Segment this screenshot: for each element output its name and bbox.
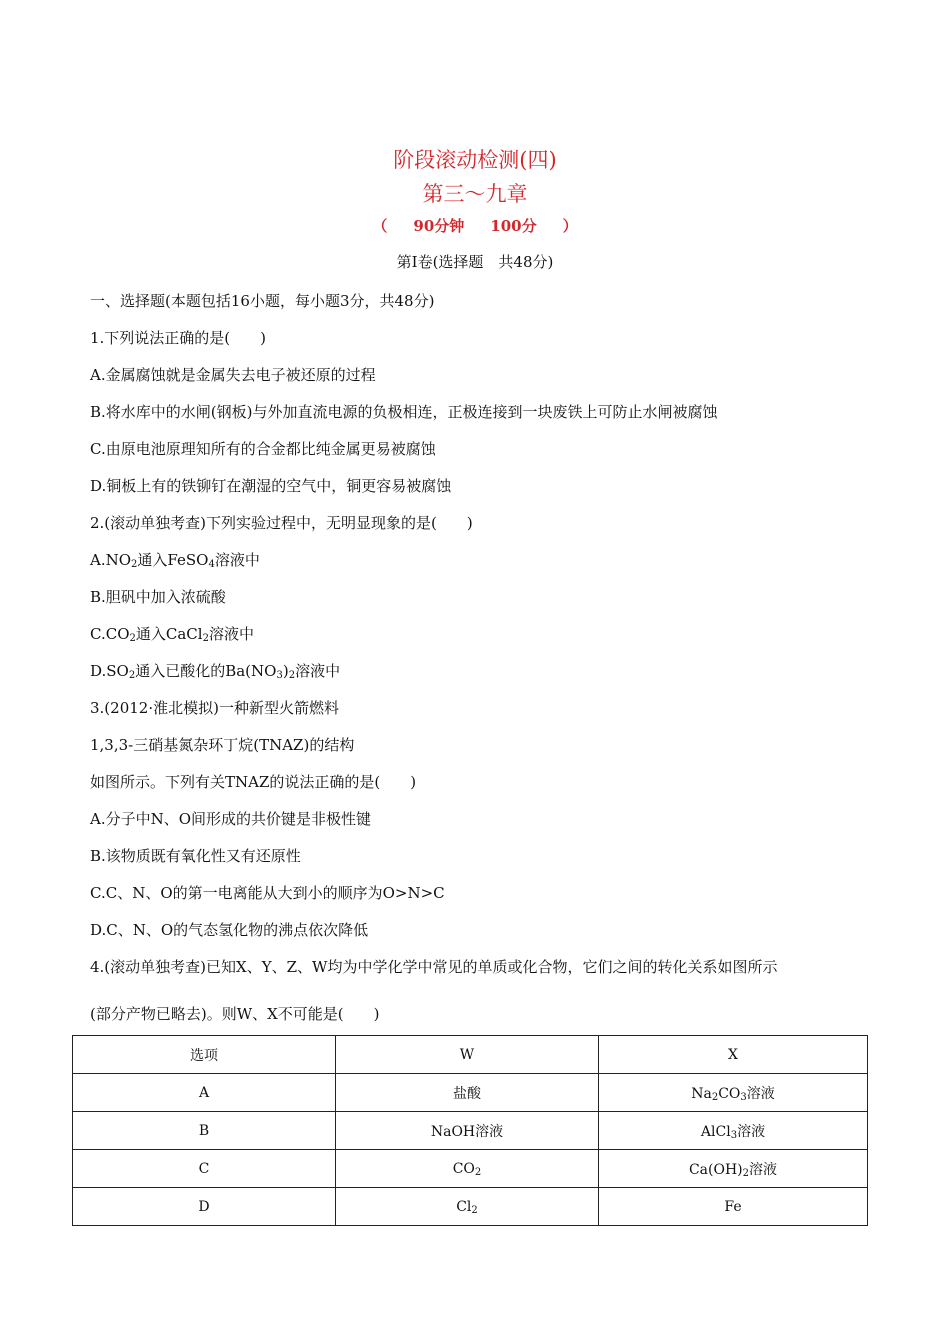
q2a-sub2: 4 bbox=[208, 559, 215, 570]
table-cell-option: C bbox=[73, 1150, 336, 1188]
cell-text: Fe bbox=[724, 1198, 742, 1215]
cell-text: 盐酸 bbox=[453, 1085, 481, 1102]
q2-option-d bbox=[90, 659, 880, 696]
q3-stem-line2: 1,3,3-三硝基氮杂环丁烷(TNAZ)的结构 bbox=[90, 736, 355, 754]
q2d-text: D.SO bbox=[90, 662, 129, 680]
q1-option-c: C.由原电池原理知所有的合金都比纯金属更易被腐蚀 bbox=[90, 440, 436, 458]
table-cell-x bbox=[599, 1112, 868, 1150]
q2c-sub2: 2 bbox=[202, 633, 209, 644]
q2-option-b: B.胆矾中加入浓硫酸 bbox=[90, 588, 226, 606]
q2a-sub1: 2 bbox=[131, 559, 138, 570]
question-list bbox=[90, 289, 880, 1039]
q2a-text2: 通入FeSO bbox=[137, 551, 209, 569]
table-cell-x bbox=[599, 1150, 868, 1188]
cell-text: AlCl bbox=[700, 1123, 731, 1140]
q2d-text4: 溶液中 bbox=[295, 662, 341, 680]
cell-text: Ca(OH) bbox=[688, 1161, 743, 1178]
table-cell-w bbox=[336, 1074, 599, 1112]
q1-option-d: D.铜板上有的铁铆钉在潮湿的空气中，铜更容易被腐蚀 bbox=[90, 477, 452, 495]
cell-text: CO bbox=[452, 1160, 475, 1177]
cell-sub: 2 bbox=[711, 1091, 719, 1103]
table-header-x: X bbox=[599, 1036, 868, 1074]
exam-time-score bbox=[0, 214, 950, 250]
options-table bbox=[72, 1035, 868, 1226]
q2d-text2: 通入已酸化的Ba(NO bbox=[135, 662, 277, 680]
q2a-text3: 溶液中 bbox=[214, 551, 260, 569]
table-header-option: 选项 bbox=[73, 1036, 336, 1074]
table-header-row bbox=[73, 1036, 868, 1074]
q3-option-c: C.C、N、O的第一电离能从大到小的顺序为O>N>C bbox=[90, 884, 445, 902]
table-cell-w bbox=[336, 1188, 599, 1226]
cell-text: Na bbox=[691, 1085, 712, 1102]
q2c-text2: 通入CaCl bbox=[135, 625, 203, 643]
cell-sub: 2 bbox=[742, 1167, 750, 1179]
time-close-paren: ） bbox=[562, 217, 578, 235]
q2-option-a bbox=[90, 548, 880, 585]
table-cell-x bbox=[599, 1188, 868, 1226]
q4-stem-line1: 4.(滚动单独考查)已知X、Y、Z、W均为中学化学中常见的单质或化合物，它们之间的转化关系如图所示 bbox=[90, 958, 778, 976]
section-heading: 一、选择题(本题包括16小题，每小题3分，共48分) bbox=[90, 292, 435, 310]
q2d-sub1: 2 bbox=[128, 670, 136, 681]
table-row bbox=[73, 1188, 868, 1226]
q2d-sub3: 2 bbox=[288, 670, 296, 681]
q2-stem: 2.(滚动单独考查)下列实验过程中，无明显现象的是( ) bbox=[90, 514, 473, 532]
table-header-w: W bbox=[336, 1036, 599, 1074]
cell-text: 溶液 bbox=[746, 1085, 775, 1102]
cell-text: NaOH溶液 bbox=[430, 1123, 504, 1140]
q3-stem-line3: 如图所示。下列有关TNAZ的说法正确的是( ) bbox=[90, 773, 417, 791]
q2d-text3: ) bbox=[282, 662, 289, 680]
q1-option-a: A.金属腐蚀就是金属失去电子被还原的过程 bbox=[90, 366, 376, 384]
time-minutes: 90分钟 bbox=[413, 217, 465, 235]
cell-sub: 3 bbox=[740, 1091, 747, 1103]
cell-text: CO bbox=[718, 1085, 741, 1102]
q1-stem: 1.下列说法正确的是( ) bbox=[90, 329, 267, 347]
table-cell-option: B bbox=[73, 1112, 336, 1150]
time-open-paren: （ bbox=[372, 217, 388, 235]
table-cell-w bbox=[336, 1112, 599, 1150]
volume-heading: 第Ⅰ卷(选择题 共48分) bbox=[396, 253, 554, 271]
table-cell-option: A bbox=[73, 1074, 336, 1112]
page-title: 阶段滚动检测(四) bbox=[393, 148, 557, 172]
cell-sub: 2 bbox=[474, 1166, 482, 1178]
q2c-text: C.CO bbox=[90, 625, 130, 643]
q3-option-a: A.分子中N、O间形成的共价键是非极性键 bbox=[90, 810, 372, 828]
q2c-sub1: 2 bbox=[129, 633, 136, 644]
page-subtitle: 第三～九章 bbox=[422, 182, 528, 206]
table-row bbox=[73, 1074, 868, 1112]
cell-text: Cl bbox=[456, 1198, 472, 1215]
q3-option-d: D.C、N、O的气态氢化物的沸点依次降低 bbox=[90, 921, 369, 939]
cell-sub: 3 bbox=[730, 1129, 738, 1141]
table-cell-x bbox=[599, 1074, 868, 1112]
table-row bbox=[73, 1112, 868, 1150]
q2c-text3: 溶液中 bbox=[208, 625, 254, 643]
q2a-text: A.NO bbox=[90, 551, 132, 569]
cell-text: 溶液 bbox=[737, 1123, 766, 1140]
title-block bbox=[0, 144, 950, 274]
q1-option-b: B.将水库中的水闸(钢板)与外加直流电源的负极相连，正极连接到一块废铁上可防止水闸被腐蚀 bbox=[90, 403, 718, 421]
cell-text: 溶液 bbox=[749, 1161, 778, 1178]
q3-option-b: B.该物质既有氧化性又有还原性 bbox=[90, 847, 301, 865]
table-cell-option: D bbox=[73, 1188, 336, 1226]
table-row bbox=[73, 1150, 868, 1188]
q3-stem-line1: 3.(2012·淮北模拟)一种新型火箭燃料 bbox=[90, 699, 339, 717]
q2d-sub2: 3 bbox=[276, 670, 283, 681]
cell-sub: 2 bbox=[471, 1204, 478, 1216]
q4-stem-line2: (部分产物已略去)。则W、X不可能是( ) bbox=[90, 1005, 380, 1023]
table-cell-w bbox=[336, 1150, 599, 1188]
q2-option-c bbox=[90, 622, 880, 659]
time-score: 100分 bbox=[490, 217, 537, 235]
